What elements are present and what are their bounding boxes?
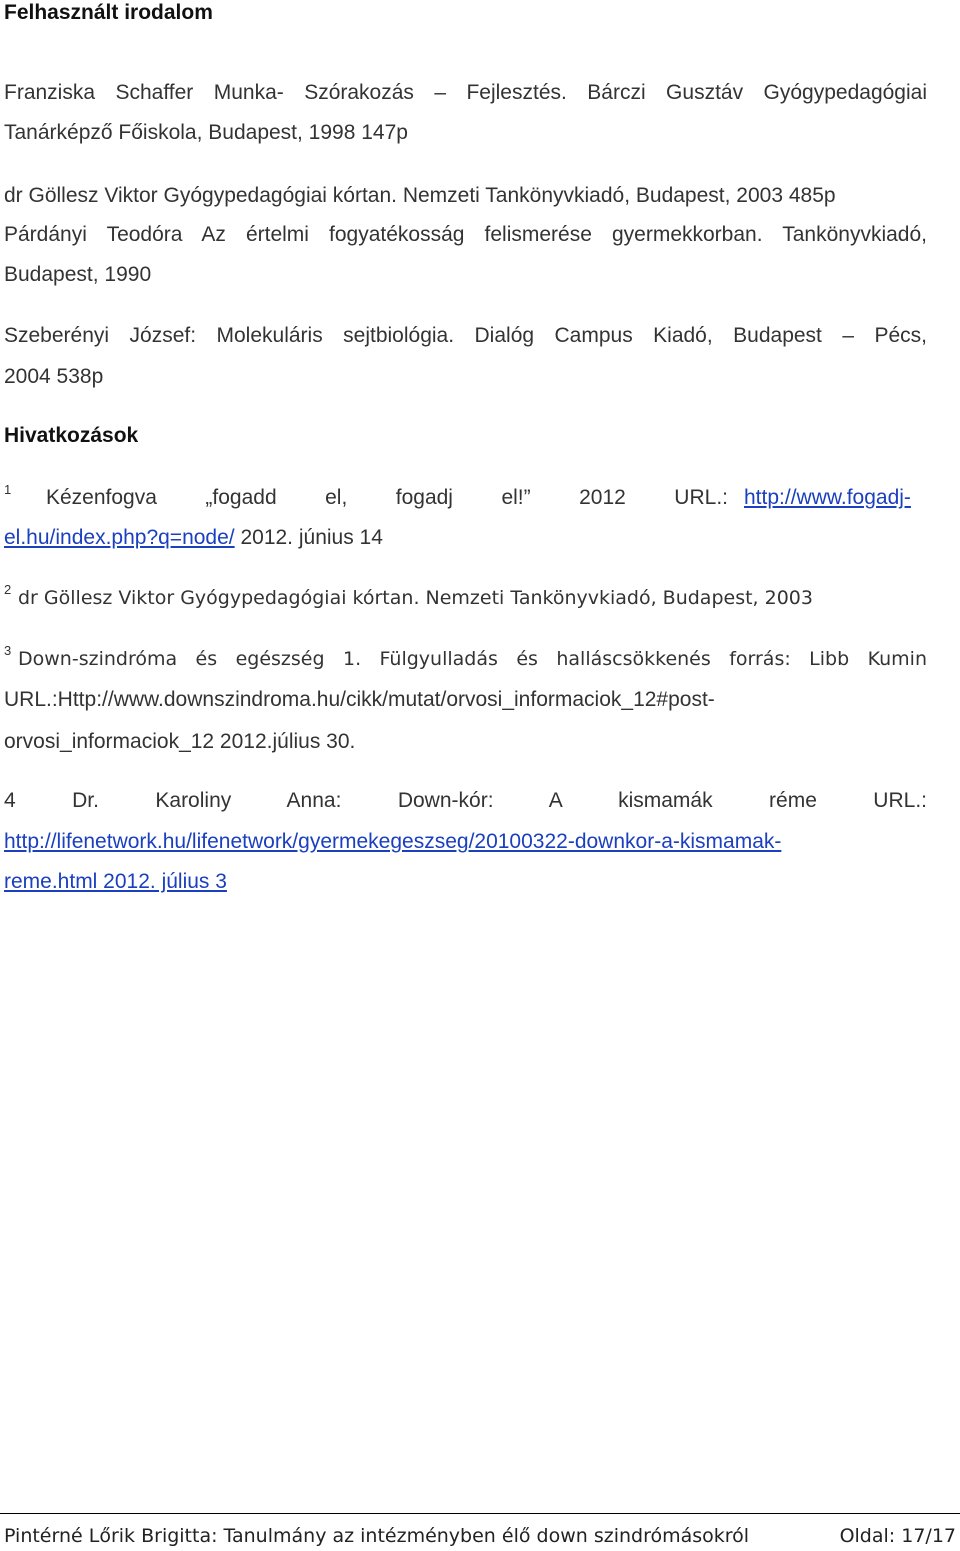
reference-1-date: 2012. június 14 (234, 526, 383, 549)
footer-divider (0, 1513, 960, 1514)
reference-3-line-1: Down-szindróma és egészség 1. Fülgyulladás és halláscsökkenés forrás: Libb Kumin (18, 648, 927, 670)
reference-2-text: dr Göllesz Viktor Gyógypedagógiai kórtan. Nemzeti Tankönyvkiadó, Budapest, 2003 (18, 587, 813, 609)
bib-entry-1-line-1: Franziska Schaffer Munka- Szórakozás – Fejlesztés. Bárczi Gusztáv Gyógypedagógiai (4, 81, 927, 104)
reference-1 (0, 480, 930, 560)
reference-4-link-part-1[interactable]: http://lifenetwork.hu/lifenetwork/gyermekegeszseg/20100322-downkor-a-kismamak- (4, 830, 782, 853)
footnote-number-1: 1 (4, 482, 12, 497)
reference-1-link-part-2[interactable]: el.hu/index.php?q=node/ (4, 526, 235, 549)
footer-page-number: Oldal: 17/17 (839, 1525, 956, 1547)
bib-entry-2: dr Göllesz Viktor Gyógypedagógiai kórtan. Nemzeti Tankönyvkiadó, Budapest, 2003 485p (4, 184, 836, 207)
bib-entry-4-line-2: 2004 538p (4, 365, 104, 388)
reference-3 (0, 641, 930, 761)
bib-entry-3-line-2: Budapest, 1990 (4, 263, 152, 286)
reference-1-text: Kézenfogva „fogadd el, fogadj el!” 2012 URL.: (46, 486, 728, 509)
bib-entry-1-line-2: Tanárképző Főiskola, Budapest, 1998 147p (4, 121, 408, 144)
reference-3-line-3: orvosi_informaciok_12 2012.július 30. (4, 730, 356, 753)
bibliography-title: Felhasznált irodalom (4, 1, 213, 24)
footnote-number-3: 3 (4, 643, 12, 658)
reference-1-line-2 (4, 523, 383, 553)
bib-entry-4-line-1: Szeberényi József: Molekuláris sejtbiológia. Dialóg Campus Kiadó, Budapest – Pécs, (4, 324, 927, 347)
reference-4-line-1: 4 Dr. Karoliny Anna: Down-kór: A kismamák réme URL.: (4, 789, 927, 812)
reference-2 (0, 580, 930, 620)
reference-4-link-part-2[interactable]: reme.html 2012. július 3 (4, 870, 227, 893)
references-title: Hivatkozások (4, 424, 139, 447)
footer-author: Pintérné Lőrik Brigitta: Tanulmány az intézményben élő down szindrómásokról (4, 1525, 750, 1547)
reference-3-line-2: URL.:Http://www.downszindroma.hu/cikk/mutat/orvosi_informaciok_12#post- (4, 688, 715, 711)
bib-entry-3-line-1: Párdányi Teodóra Az értelmi fogyatékosság felismerése gyermekkorban. Tankönyvkiadó, (4, 223, 927, 246)
reference-1-link-part-1[interactable]: http://www.fogadj- (744, 486, 911, 509)
footnote-number-2: 2 (4, 582, 12, 597)
